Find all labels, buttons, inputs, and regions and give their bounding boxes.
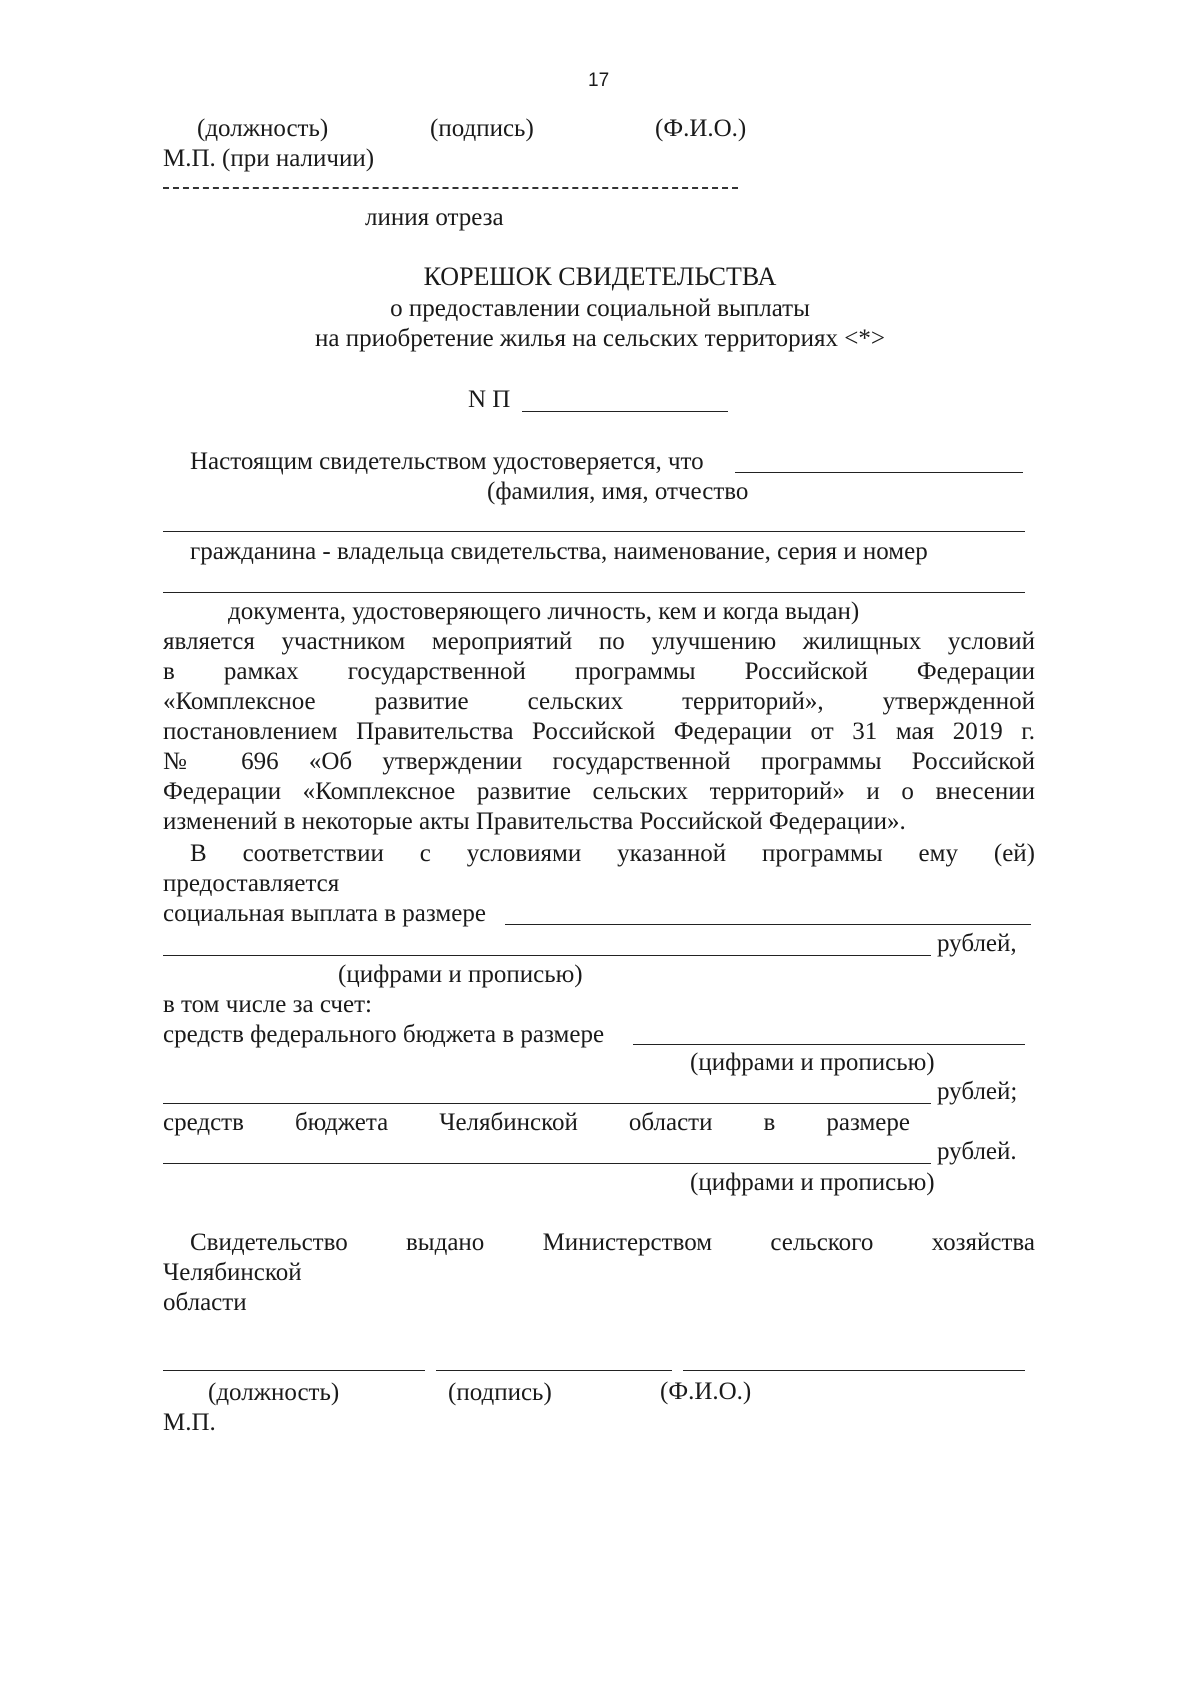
hint-citizen: гражданина - владельца свидетельства, наименование, серия и номер [190, 538, 928, 565]
digits-words-hint-3: (цифрами и прописью) [690, 1169, 935, 1196]
payment-label: социальная выплата в размере [163, 900, 486, 927]
paragraph-line-2: в рамках государственной программы Российской Федерации [163, 658, 1035, 685]
page-number: 17 [588, 70, 610, 91]
payment-amount-field[interactable] [505, 924, 1031, 925]
top-name-label: (Ф.И.О.) [655, 115, 747, 142]
holder-line-1[interactable] [163, 531, 1025, 532]
cut-line [163, 187, 738, 189]
bottom-name-field[interactable] [683, 1370, 1025, 1371]
accordance-line: В соответствии с условиями указанной программы ему (ей) [190, 840, 1035, 867]
stub-title: КОРЕШОК СВИДЕТЕЛЬСТВА [423, 262, 777, 291]
holder-line-2[interactable] [163, 592, 1025, 593]
bottom-name-label: (Ф.И.О.) [660, 1378, 752, 1405]
digits-words-hint: (цифрами и прописью) [338, 961, 583, 988]
cut-line-label: линия отреза [365, 204, 504, 231]
regional-line: средств бюджета Челябинской области в размере [163, 1109, 910, 1136]
regional-amount-field[interactable] [163, 1163, 931, 1164]
paragraph-line-7: изменений в некоторые акты Правительства Российской Федерации». [163, 808, 906, 835]
bottom-seal-label: М.П. [163, 1409, 216, 1436]
digits-words-hint-2: (цифрами и прописью) [690, 1049, 935, 1076]
paragraph-line-6: Федерации «Комплексное развитие сельских территорий» и о внесении [163, 778, 1035, 805]
payment-amount-line-2[interactable] [163, 955, 931, 956]
including-label: в том числе за счет: [163, 991, 372, 1018]
federal-label: средств федерального бюджета в размере [163, 1021, 605, 1048]
issued-line-3: области [163, 1289, 247, 1316]
top-signature-label: (подпись) [430, 115, 534, 142]
stub-subtitle-2: на приобретение жилья на сельских территориях <*> [315, 325, 885, 352]
rubles-comma: рублей, [937, 930, 1017, 957]
paragraph-line-4: постановлением Правительства Российской Федерации от 31 мая 2019 г. [163, 718, 1035, 745]
paragraph-line-1: является участником мероприятий по улучшению жилищных условий [163, 628, 1035, 655]
bottom-position-field[interactable] [163, 1370, 425, 1371]
bottom-signature-field[interactable] [436, 1370, 672, 1371]
rubles-dot: рублей. [937, 1138, 1017, 1165]
hint-fio: (фамилия, имя, отчество [487, 478, 749, 505]
bottom-position-label: (должность) [208, 1379, 340, 1406]
federal-amount-field[interactable] [633, 1044, 1025, 1045]
top-seal-label: М.П. (при наличии) [163, 145, 375, 172]
certificate-number-prefix: N П [468, 386, 511, 413]
provided-label: предоставляется [163, 870, 340, 897]
certify-intro: Настоящим свидетельством удостоверяется, что [190, 448, 704, 475]
top-position-label: (должность) [197, 115, 329, 142]
issued-line-1: Свидетельство выдано Министерством сельского хозяйства [190, 1229, 1035, 1256]
stub-subtitle-1: о предоставлении социальной выплаты [390, 295, 810, 322]
federal-amount-line-2[interactable] [163, 1103, 931, 1104]
paragraph-line-3: «Комплексное развитие сельских территорий», утвержденной [163, 688, 1035, 715]
paragraph-line-5: № 696 «Об утверждении государственной программы Российской [163, 748, 1035, 775]
rubles-semicolon: рублей; [937, 1078, 1018, 1105]
bottom-signature-label: (подпись) [448, 1379, 552, 1406]
hint-document: документа, удостоверяющего личность, кем и когда выдан) [228, 598, 860, 625]
issued-line-2: Челябинской [163, 1259, 302, 1286]
certificate-number-field[interactable] [522, 411, 728, 412]
holder-name-field[interactable] [735, 472, 1023, 473]
